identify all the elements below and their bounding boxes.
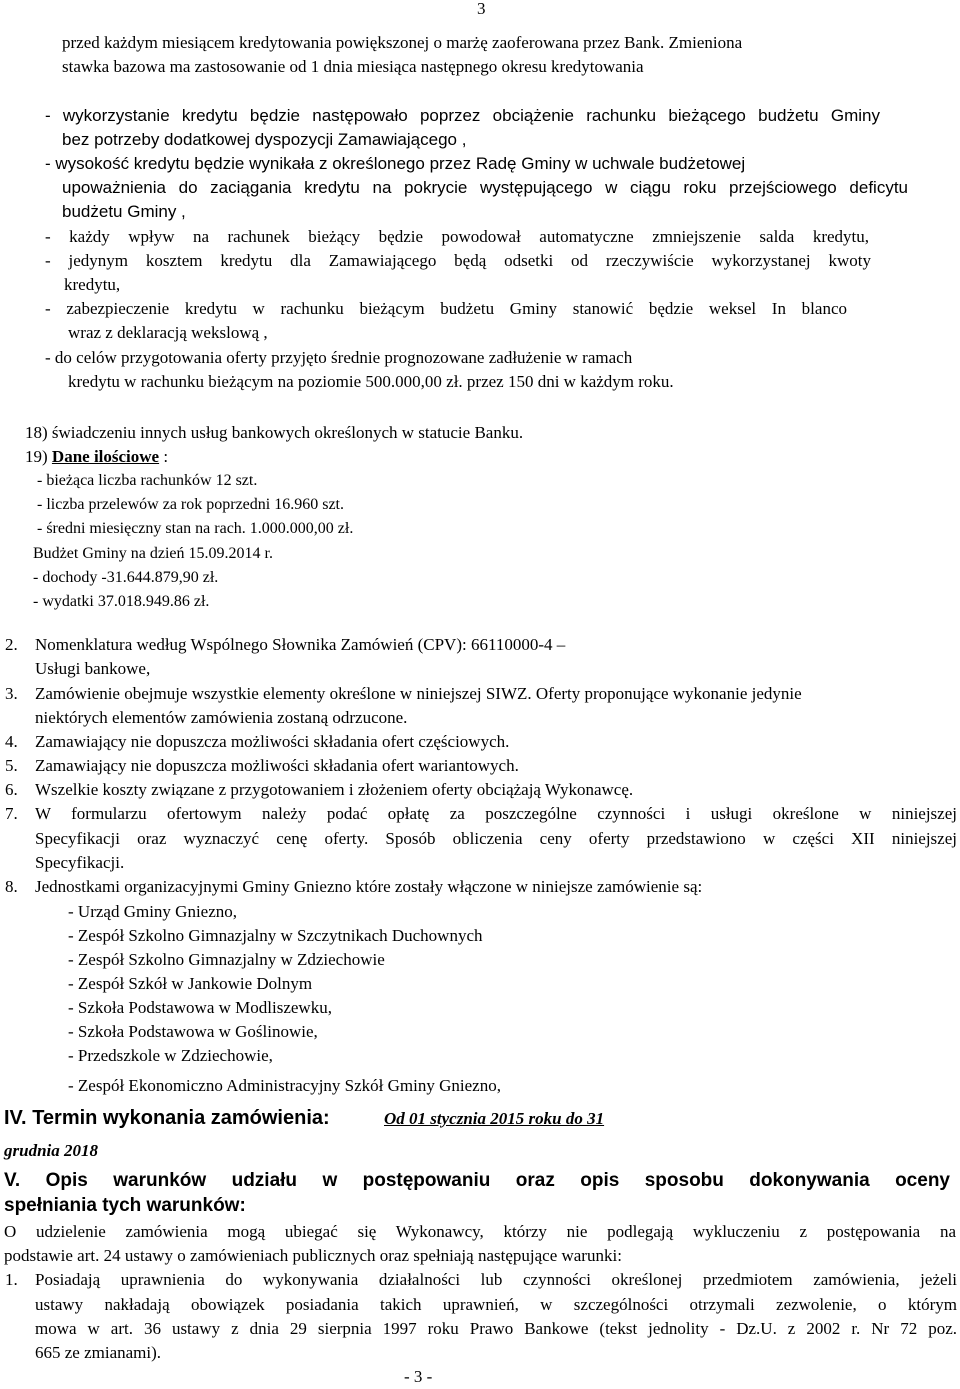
item-18: 18) świadczeniu innych usług bankowych określonych w statucie Banku.: [25, 423, 524, 442]
list-item-line: Wszelkie koszty związane z przygotowaniem i złożeniem oferty obciążają Wykonawcę.: [35, 780, 634, 799]
unit-item: - Zespół Szkół w Jankowie Dolnym: [68, 974, 313, 993]
condition-line: - jedynym kosztem kredytu dla Zamawiającego będą odsetki od rzeczywiście wykorzystanej kwoty: [45, 251, 871, 270]
list-number: 1.: [5, 1270, 18, 1289]
list-item-line: Zamawiający nie dopuszcza możliwości składania ofert wariantowych.: [35, 756, 519, 775]
list-item-line: Specyfikacji oraz wyznaczyć cenę oferty. Sposób obliczenia ceny oferty przedstawiono w części XII niniejszej: [35, 829, 957, 848]
intro-line: przed każdym miesiącem kredytowania powiększonej o marżę zaoferowana przez Bank. Zmieniona: [62, 33, 743, 52]
list-item-line: W formularzu ofertowym należy podać opłatę za poszczególne czynności i usługi określone w niniejszej: [35, 804, 957, 823]
list-number: 8.: [5, 877, 18, 896]
list-item-line: Nomenklatura według Wspólnego Słownika Zamówień (CPV): 66110000-4 –: [35, 635, 566, 654]
section-4-title: Termin wykonania zamówienia:: [32, 1107, 330, 1129]
unit-item: - Zespół Ekonomiczno Administracyjny Szkół Gminy Gniezno,: [68, 1076, 501, 1095]
intro-line: stawka bazowa ma zastosowanie od 1 dnia miesiąca następnego okresu kredytowania: [62, 57, 644, 76]
condition-line: budżetu Gminy ,: [62, 202, 186, 221]
quant-line: Budżet Gminy na dzień 15.09.2014 r.: [33, 545, 273, 562]
section-5-paragraph: O udzielenie zamówienia mogą ubiegać się Wykonawcy, którzy nie podlegają wykluczeniu z postępowania na: [4, 1222, 956, 1241]
section-4-value: Od 01 stycznia 2015 roku do 31: [384, 1109, 605, 1128]
list-item-line: Zamówienie obejmuje wszystkie elementy określone w niniejszej SIWZ. Oferty proponujące wykonanie jedynie: [35, 684, 802, 703]
quant-line: - wydatki 37.018.949.86 zł.: [33, 593, 210, 610]
unit-item: - Zespół Szkolno Gimnazjalny w Zdziechowie: [68, 950, 385, 969]
list-number: 3.: [5, 684, 18, 703]
unit-item: - Przedszkole w Zdziechowie,: [68, 1046, 273, 1065]
list-item-line: Usługi bankowe,: [35, 659, 151, 678]
condition-line: - do celów przygotowania oferty przyjęto średnie prognozowane zadłużenie w ramach: [45, 348, 633, 367]
quant-line: - średni miesięczny stan na rach. 1.000.000,00 zł.: [37, 520, 354, 537]
list-number: 2.: [5, 635, 18, 654]
condition-item-line: Posiadają uprawnienia do wykonywania działalności lub czynności określonej przedmiotem zamówienia, jeżeli: [35, 1270, 957, 1289]
condition-line: - wykorzystanie kredytu będzie następowało poprzez obciążenie rachunku bieżącego budżetu Gminy: [45, 106, 880, 125]
unit-item: - Zespół Szkolno Gimnazjalny w Szczytnikach Duchownych: [68, 926, 483, 945]
page-number-bottom: - 3 -: [404, 1367, 433, 1386]
quant-line: - bieżąca liczba rachunków 12 szt.: [37, 472, 258, 489]
condition-line: - zabezpieczenie kredytu w rachunku bieżącym budżetu Gminy stanowić będzie weksel In blanco: [45, 299, 847, 318]
list-item-line: niektórych elementów zamówienia zostaną odrzucone.: [35, 708, 408, 727]
condition-line: bez potrzeby dodatkowej dyspozycji Zamawiającego ,: [62, 130, 467, 149]
section-5-heading: V. Opis warunków udziału w postępowaniu oraz opis sposobu dokonywania oceny: [4, 1170, 950, 1191]
list-item-line: Specyfikacji.: [35, 853, 125, 872]
page-number-top: 3: [477, 0, 486, 18]
condition-line: wraz z deklaracją wekslową ,: [68, 323, 268, 342]
item-19-suffix: :: [159, 447, 169, 466]
section-4-heading: [4, 1107, 330, 1129]
list-number: 7.: [5, 804, 18, 823]
section-4-value-continued: grudnia 2018: [4, 1141, 98, 1160]
item-19-label: Dane ilościowe: [51, 447, 160, 466]
unit-item: - Szkoła Podstawowa w Goślinowie,: [68, 1022, 318, 1041]
condition-item-line: ustawy nakładają obowiązek posiadania takich uprawnień, w szczególności otrzymali zezwolenie, o którym: [35, 1295, 957, 1314]
quant-line: - dochody -31.644.879,90 zł.: [33, 569, 219, 586]
section-5-heading-continued: spełniania tych warunków:: [4, 1195, 246, 1216]
condition-line: upoważnienia do zaciągania kredytu na pokrycie występującego w ciągu roku przejściowego deficytu: [62, 178, 908, 197]
item-19-number: 19): [25, 447, 48, 466]
list-number: 4.: [5, 732, 18, 751]
section-4-number: IV.: [4, 1107, 27, 1129]
list-item-line: Zamawiający nie dopuszcza możliwości składania ofert częściowych.: [35, 732, 510, 751]
condition-item-line: mowa w art. 36 ustawy z dnia 29 sierpnia 1997 roku Prawo Bankowe (tekst jednolity - Dz.U. z 2002 r. Nr 72 poz.: [35, 1319, 957, 1338]
item-19: [25, 446, 168, 468]
condition-line: - wysokość kredytu będzie wynikała z określonego przez Radę Gminy w uchwale budżetowej: [45, 154, 746, 173]
quant-line: - liczba przelewów za rok poprzedni 16.960 szt.: [37, 496, 344, 513]
condition-item-line: 665 ze zmianami).: [35, 1343, 162, 1362]
condition-line: - każdy wpływ na rachunek bieżący będzie powodował automatyczne zmniejszenie salda kredytu,: [45, 227, 869, 246]
list-number: 5.: [5, 756, 18, 775]
unit-item: - Szkoła Podstawowa w Modliszewku,: [68, 998, 332, 1017]
section-5-paragraph: podstawie art. 24 ustawy o zamówieniach publicznych oraz spełniają następujące warunki:: [4, 1246, 622, 1265]
condition-line: kredytu w rachunku bieżącym na poziomie 500.000,00 zł. przez 150 dni w każdym roku.: [68, 372, 674, 391]
condition-line: kredytu,: [64, 275, 121, 294]
list-item-line: Jednostkami organizacyjnymi Gminy Gniezno które zostały włączone w niniejsze zamówienie są:: [35, 877, 703, 896]
list-number: 6.: [5, 780, 18, 799]
unit-item: - Urząd Gminy Gniezno,: [68, 902, 238, 921]
